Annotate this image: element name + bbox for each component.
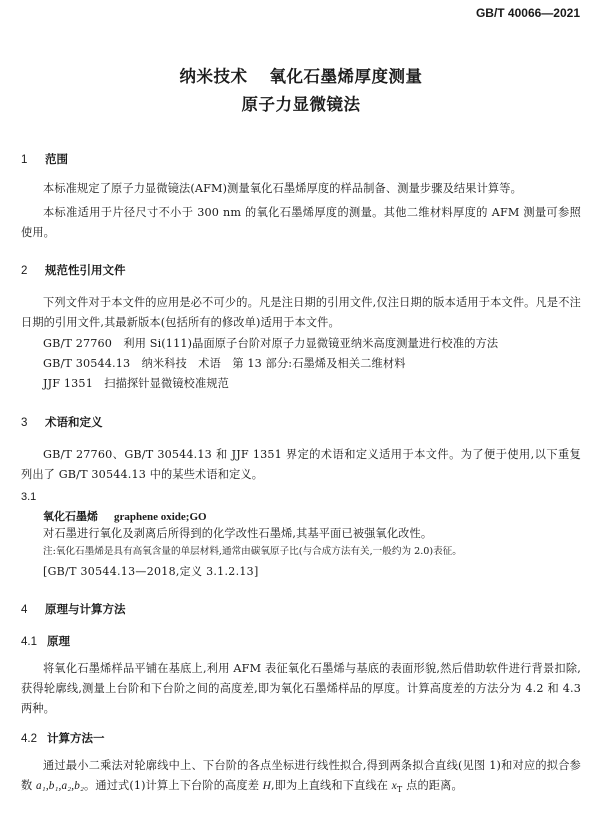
section-title: 范围: [45, 152, 68, 166]
normative-reference-3: JJF 1351 扫描探针显微镜校准规范: [43, 377, 230, 390]
section-title: 原理: [47, 634, 70, 648]
section-title: 规范性引用文件: [45, 263, 126, 277]
section-title: 原理与计算方法: [45, 602, 126, 616]
text-segment: 通过最小二乘法对轮廓线中上、下台阶的各点坐标进行线性拟合,得到两条拟合直线(见图 1)和对应的拟合参数: [21, 759, 581, 792]
term-source: [GB/T 30544.13—2018,定义 3.1.2.13]: [43, 565, 259, 578]
section-4-heading: [21, 601, 126, 617]
term-note: 注:氧化石墨烯是具有高氧含量的单层材料,通常由碳氧原子比(与合成方法有关,一般约为 2.0)表征。: [43, 546, 462, 557]
fit-parameters: a₁,b₁,a₂,b₂: [36, 780, 85, 792]
x-subscript: T: [396, 785, 403, 795]
term-chinese: 氧化石墨烯: [43, 510, 98, 523]
section-2-paragraph-1: 下列文件对于本文件的应用是必不可少的。凡是注日期的引用文件,仅注日期的版本适用于本文件。凡是不注日期的引用文件,其最新版本(包括所有的修改单)适用于本文件。: [21, 296, 581, 329]
term-number: 3.1: [21, 491, 37, 503]
normative-reference-1: GB/T 27760 利用 Si(111)晶面原子台阶对原子力显微镜亚纳米高度测量进行校准的方法: [43, 337, 499, 350]
section-4-2-heading: [21, 730, 105, 746]
section-number: 2: [21, 265, 28, 277]
title-part1: 纳米技术: [179, 67, 248, 86]
section-4-1-heading: [21, 633, 70, 649]
section-4-1-paragraph-1: 将氧化石墨烯样品平铺在基底上,利用 AFM 表征氧化石墨烯与基底的表面形貌,然后借助软件进行背景扣除,获得轮廓线,测量上台阶和下台阶之间的高度差,即为氧化石墨烯样品的厚度。计算高度差的方法分为 4.2 和 4.3 两种。: [21, 662, 581, 715]
text-segment: 。通过式(1)计算上下台阶的高度差: [84, 779, 263, 792]
section-number: 1: [21, 154, 28, 166]
section-4-2-paragraph-1: [21, 756, 581, 800]
section-1-heading: [21, 151, 68, 167]
height-symbol: H: [262, 780, 271, 792]
document-title-line2: 原子力显微镜法: [241, 95, 361, 114]
x-symbol: x: [391, 780, 397, 792]
section-number: 4.1: [21, 636, 37, 648]
text-segment: ,即为上直线和下直线在: [271, 779, 392, 792]
section-1-paragraph-2: 本标准适用于片径尺寸不小于 300 nm 的氧化石墨烯厚度的测量。其他二维材料厚度的 AFM 测量可参照使用。: [21, 206, 581, 239]
term-english: graphene oxide;GO: [114, 511, 207, 523]
section-3-heading: [21, 414, 103, 430]
standard-number: GB/T 40066—2021: [475, 6, 580, 20]
title-part2: 氧化石墨烯厚度测量: [269, 67, 423, 86]
section-number: 3: [21, 417, 28, 429]
section-title: 术语和定义: [45, 415, 103, 429]
section-1-paragraph-1: 本标准规定了原子力显微镜法(AFM)测量氧化石墨烯厚度的样品制备、测量步骤及结果计算等。: [43, 182, 522, 195]
term-entry: [43, 508, 207, 524]
section-number: 4.2: [21, 733, 37, 745]
section-title: 计算方法一: [47, 731, 105, 745]
normative-reference-2: GB/T 30544.13 纳米科技 术语 第 13 部分:石墨烯及相关二维材料: [43, 357, 406, 370]
section-number: 4: [21, 604, 28, 616]
section-2-heading: [21, 262, 126, 278]
section-3-paragraph-1: GB/T 27760、GB/T 30544.13 和 JJF 1351 界定的术语和定义适用于本文件。为了便于使用,以下重复列出了 GB/T 30544.13 中的某些术语和定义。: [21, 448, 581, 481]
term-definition: 对石墨进行氧化及剥离后所得到的化学改性石墨烯,其基平面已被强氧化改性。: [43, 527, 433, 540]
text-segment: 点的距离。: [402, 779, 463, 792]
document-title-line1: [0, 63, 602, 87]
